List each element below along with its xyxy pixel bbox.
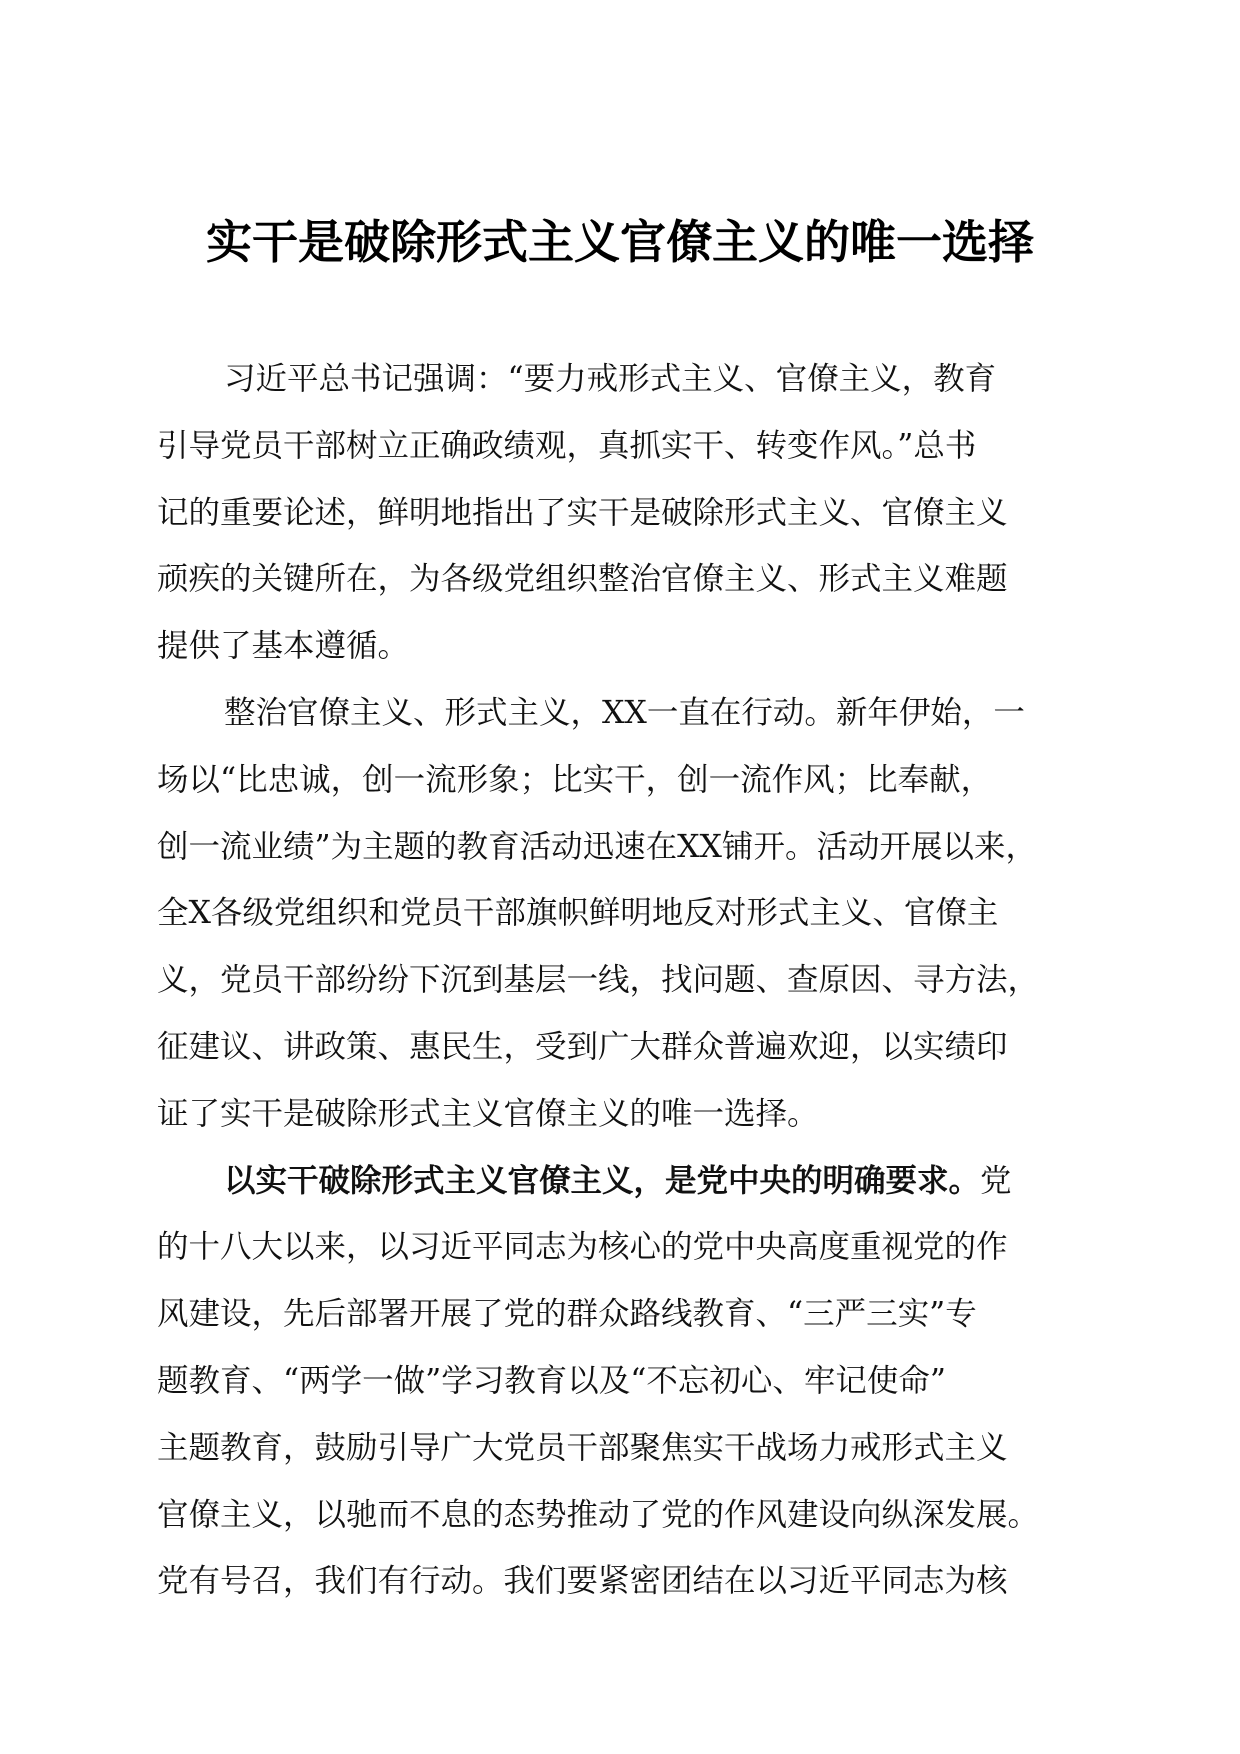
paragraph-line: 整治官僚主义、形式主义，XX一直在行动。新年伊始，一 [224,694,1025,731]
document-title: 实干是破除形式主义官僚主义的唯一选择 [206,215,1034,269]
paragraph-line: 风建设，先后部署开展了党的群众路线教育、“三严三实”专 [157,1296,977,1333]
paragraph-line: 场以“比忠诚，创一流形象；比实干，创一流作风；比奉献， [157,761,993,798]
paragraph-line: 主题教育，鼓励引导广大党员干部聚焦实干战场力戒形式主义 [157,1429,1008,1466]
paragraph-line: 官僚主义，以驰而不息的态势推动了党的作风建设向纵深发展。 [157,1496,1040,1533]
paragraph-line: 义，党员干部纷纷下沉到基层一线，找问题、查原因、寻方法， [157,962,1040,999]
paragraph-2 [157,680,1077,1148]
paragraph-line: 证了实干是破除形式主义官僚主义的唯一选择。 [157,1095,819,1132]
paragraph-line: 全X各级党组织和党员干部旗帜鲜明地反对形式主义、官僚主 [157,895,999,932]
document-body [157,346,1077,1615]
paragraph-line: 顽疾的关键所在，为各级党组织整治官僚主义、形式主义难题 [157,561,1008,598]
paragraph-line: 提供了基本遵循。 [157,628,410,665]
paragraph-line: 党有号召，我们有行动。我们要紧密团结在以习近平同志为核 [157,1563,1008,1600]
paragraph-line: 题教育、“两学一做”学习教育以及“不忘初心、牢记使命” [157,1362,946,1399]
paragraph-line: 的十八大以来，以习近平同志为核心的党中央高度重视党的作 [157,1229,1008,1266]
paragraph-line: 引导党员干部树立正确政绩观，真抓实干、转变作风。”总书 [157,427,977,464]
paragraph-line: 记的重要论述，鲜明地指出了实干是破除形式主义、官僚主义 [157,494,1008,531]
paragraph-line: 创一流业绩”为主题的教育活动迅速在XX铺开。活动开展以来， [157,828,1037,865]
paragraph-1 [157,346,1077,680]
paragraph-line: 习近平总书记强调：“要力戒形式主义、官僚主义，教育 [224,361,997,397]
paragraph-lead-line [157,1148,1077,1215]
paragraph-3 [157,1148,1077,1616]
paragraph-line: 征建议、讲政策、惠民生，受到广大群众普遍欢迎，以实绩印 [157,1028,1008,1065]
paragraph-lead-rest: 党 [980,1162,1012,1199]
paragraph-lead-bold: 以实干破除形式主义官僚主义，是党中央的明确要求。 [224,1161,981,1199]
